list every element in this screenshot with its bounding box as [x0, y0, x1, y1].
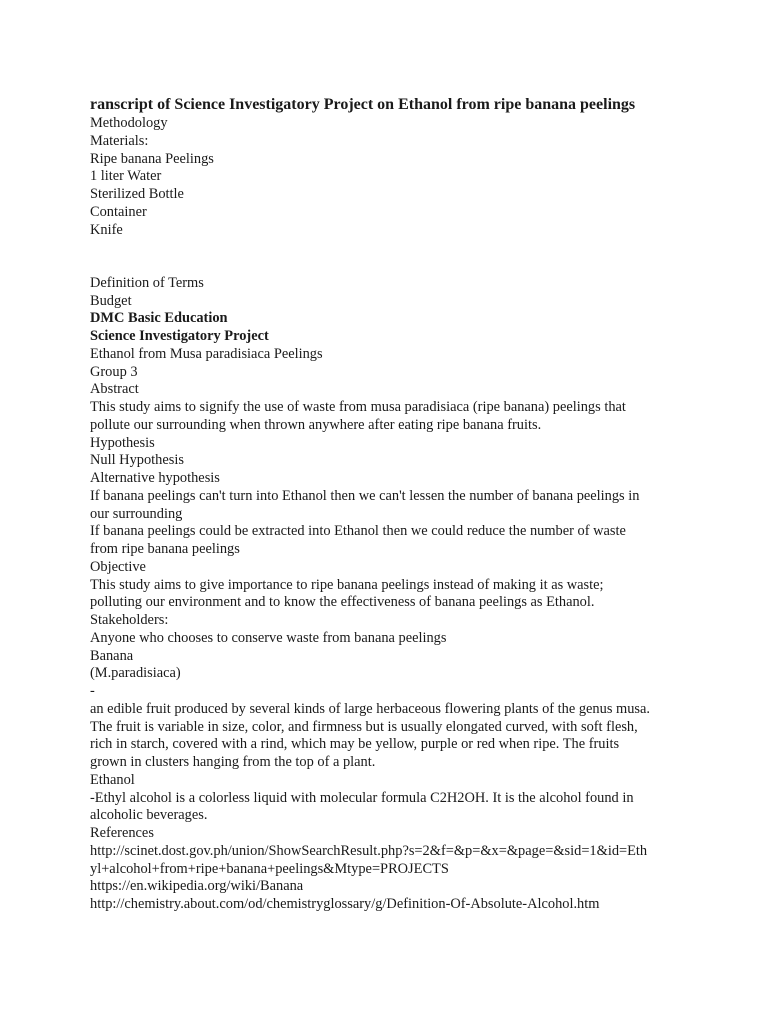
null-hypothesis-text: our surrounding: [90, 505, 183, 522]
stakeholders-text: Anyone who chooses to conserve waste from banana peelings: [90, 629, 447, 646]
banana-term: Banana: [90, 647, 134, 664]
dash-separator: -: [90, 683, 95, 699]
alternative-hypothesis-text: from ripe banana peelings: [90, 541, 240, 557]
material-item: 1 liter Water: [90, 168, 162, 185]
reference-link[interactable]: http://scinet.dost.gov.ph/union/ShowSearchResult.php?s=2&f=&p=&x=&page=&sid=1&id=Eth: [90, 842, 648, 859]
material-item: Container: [90, 203, 147, 220]
banana-definition: rich in starch, covered with a rind, which may be yellow, purple or red when ripe. The fruits: [90, 736, 620, 753]
school-name: DMC Basic Education: [90, 310, 228, 327]
budget-heading: Budget: [90, 292, 132, 309]
spacer: [90, 239, 690, 275]
stakeholders-heading: Stakeholders:: [90, 612, 169, 628]
banana-scientific-name: (M.paradisiaca): [90, 665, 181, 682]
alternative-hypothesis-text: If banana peelings could be extracted into Ethanol then we could reduce the number of waste: [90, 523, 626, 540]
reference-link[interactable]: https://en.wikipedia.org/wiki/Banana: [90, 878, 304, 895]
definition-of-terms-heading: Definition of Terms: [90, 274, 204, 291]
null-hypothesis-text: If banana peelings can't turn into Ethanol then we can't lessen the number of banana peelings in: [90, 487, 640, 504]
ethanol-definition: alcoholic beverages.: [90, 807, 208, 824]
hypothesis-heading: Hypothesis: [90, 434, 155, 451]
null-hypothesis-heading: Null Hypothesis: [90, 452, 184, 469]
objective-text: This study aims to give importance to ripe banana peelings instead of making it as waste;: [90, 576, 604, 593]
material-item: Ripe banana Peelings: [90, 150, 214, 167]
reference-link[interactable]: yl+alcohol+from+ripe+banana+peelings&Mtype=PROJECTS: [90, 860, 449, 877]
methodology-heading: Methodology: [90, 115, 168, 131]
banana-definition: grown in clusters hanging from the top of a plant.: [90, 754, 376, 770]
banana-definition: an edible fruit produced by several kinds of large herbaceous flowering plants of the genus musa.: [90, 700, 650, 717]
document-title: ranscript of Science Investigatory Project on Ethanol from ripe banana peelings: [90, 96, 636, 113]
document-page: [90, 94, 690, 914]
ethanol-definition: -Ethyl alcohol is a colorless liquid with molecular formula C2H2OH. It is the alcohol found in: [90, 789, 634, 806]
abstract-text: pollute our surrounding when thrown anywhere after eating ripe banana fruits.: [90, 416, 542, 433]
reference-link[interactable]: http://chemistry.about.com/od/chemistryglossary/g/Definition-Of-Absolute-Alcohol.htm: [90, 896, 600, 912]
objective-text: polluting our environment and to know the effectiveness of banana peelings as Ethanol.: [90, 594, 595, 611]
group-label: Group 3: [90, 363, 138, 380]
project-title: Ethanol from Musa paradisiaca Peelings: [90, 345, 323, 362]
banana-definition: The fruit is variable in size, color, and firmness but is usually elongated curved, with soft flesh,: [90, 718, 638, 735]
abstract-text: This study aims to signify the use of waste from musa paradisiaca (ripe banana) peelings that: [90, 399, 626, 415]
materials-heading: Materials:: [90, 132, 149, 149]
ethanol-term: Ethanol: [90, 771, 135, 788]
project-type: Science Investigatory Project: [90, 328, 269, 344]
material-item: Knife: [90, 221, 123, 238]
abstract-heading: Abstract: [90, 381, 139, 398]
alternative-hypothesis-heading: Alternative hypothesis: [90, 470, 220, 486]
material-item: Sterilized Bottle: [90, 186, 184, 202]
references-heading: References: [90, 825, 154, 841]
objective-heading: Objective: [90, 558, 146, 575]
